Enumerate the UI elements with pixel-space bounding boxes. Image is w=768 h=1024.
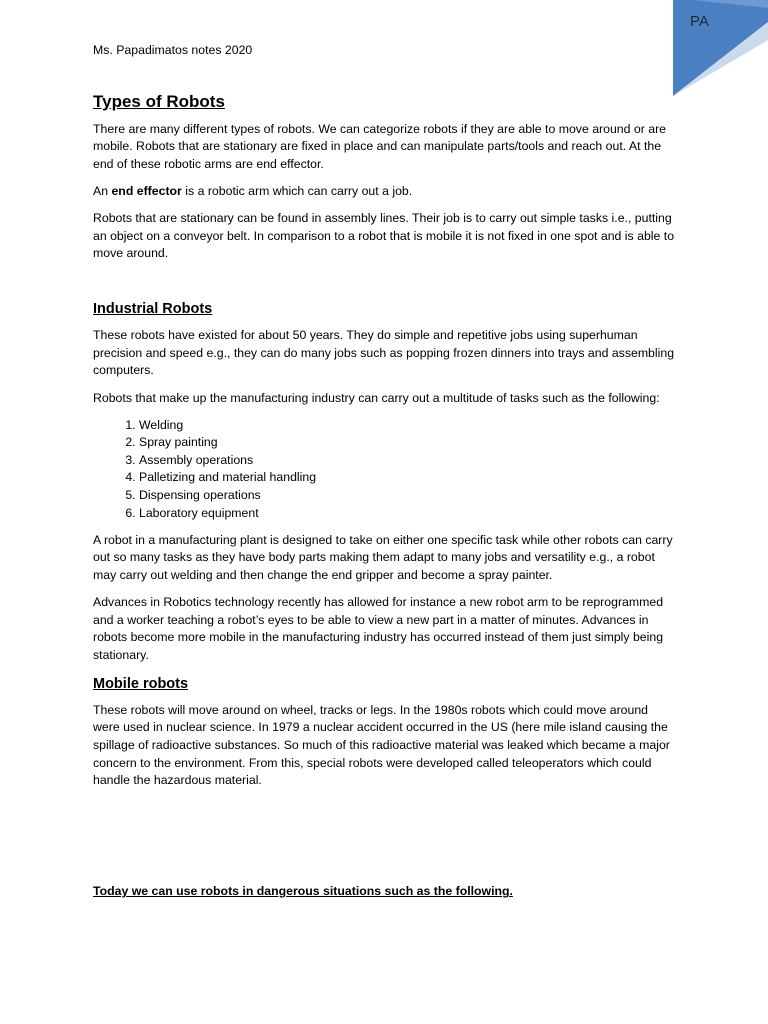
text-prefix: An bbox=[93, 183, 112, 198]
list-item: 2. Spray painting bbox=[139, 434, 678, 452]
corner-decoration bbox=[673, 0, 768, 96]
types-paragraph-1: There are many different types of robots. We can categorize robots if they are able to move around or are mobile. Robots that are stationary are fixed in place and can manipulate parts/tools and reach out. At the end of these robotic arms are end effector. bbox=[93, 121, 667, 171]
mobile-title: Mobile robots bbox=[93, 675, 189, 692]
industrial-title: Industrial Robots bbox=[93, 301, 213, 318]
industrial-paragraph-4: Advances in Robotics technology recently has allowed for instance a new robot arm to be reprogrammed and a worker teaching a robot’s eyes to be able to view a new part in a matter of minutes. Advances in robots become more mobile in the manufacturing industry has occurred instead of them just simply being stationary. bbox=[93, 594, 664, 662]
header-note: Ms. Papadimatos notes 2020 bbox=[93, 43, 253, 57]
types-paragraph-2 bbox=[93, 183, 678, 201]
mobile-paragraph-1: These robots will move around on wheel, tracks or legs. In the 1980s robots which could move around were used in nuclear science. In 1979 a nuclear accident occurred in the US (here mile island causing the spillage of radioactive substances. So much of this radioactive material was leaked which became a major concern to the environment. From this, special robots were developed called teleoperators which could handle the hazardous material. bbox=[93, 702, 670, 788]
closing-statement: Today we can use robots in dangerous situations such as the following. bbox=[93, 884, 513, 899]
industrial-paragraph-1: These robots have existed for about 50 years. They do simple and repetitive jobs using superhuman precision and speed e.g., they can do many jobs such as popping frozen dinners into trays and assembling computers. bbox=[93, 328, 675, 378]
task-list bbox=[93, 417, 678, 523]
text-suffix: is a robotic arm which can carry out a job. bbox=[181, 183, 413, 198]
industrial-paragraph-2: Robots that make up the manufacturing industry can carry out a multitude of tasks such as the following: bbox=[93, 390, 660, 405]
corner-badge: PA bbox=[690, 13, 709, 30]
list-item: 4. Palletizing and material handling bbox=[139, 469, 678, 487]
list-item: 5. Dispensing operations bbox=[139, 487, 678, 505]
types-paragraph-3: Robots that are stationary can be found in assembly lines. Their job is to carry out simple tasks i.e., putting an object on a conveyor belt. In comparison to a robot that is mobile it is not fixed in one spot and is able to move around. bbox=[93, 210, 675, 261]
spacer bbox=[93, 272, 678, 299]
list-item: 1. Welding bbox=[139, 417, 678, 435]
end-effector-term: end effector bbox=[111, 183, 182, 198]
industrial-paragraph-3: A robot in a manufacturing plant is designed to take on either one specific task while other robots can carry out so many tasks as they have body parts making them adapt to many jobs and versatility e.g., a robot may carry out welding and then change the end gripper and become a spray painter. bbox=[93, 532, 673, 582]
document-page bbox=[93, 42, 678, 910]
page-title: Types of Robots bbox=[93, 91, 225, 111]
list-item: 3. Assembly operations bbox=[139, 452, 678, 470]
spacer bbox=[93, 799, 678, 883]
list-item: 6. Laboratory equipment bbox=[139, 505, 678, 523]
